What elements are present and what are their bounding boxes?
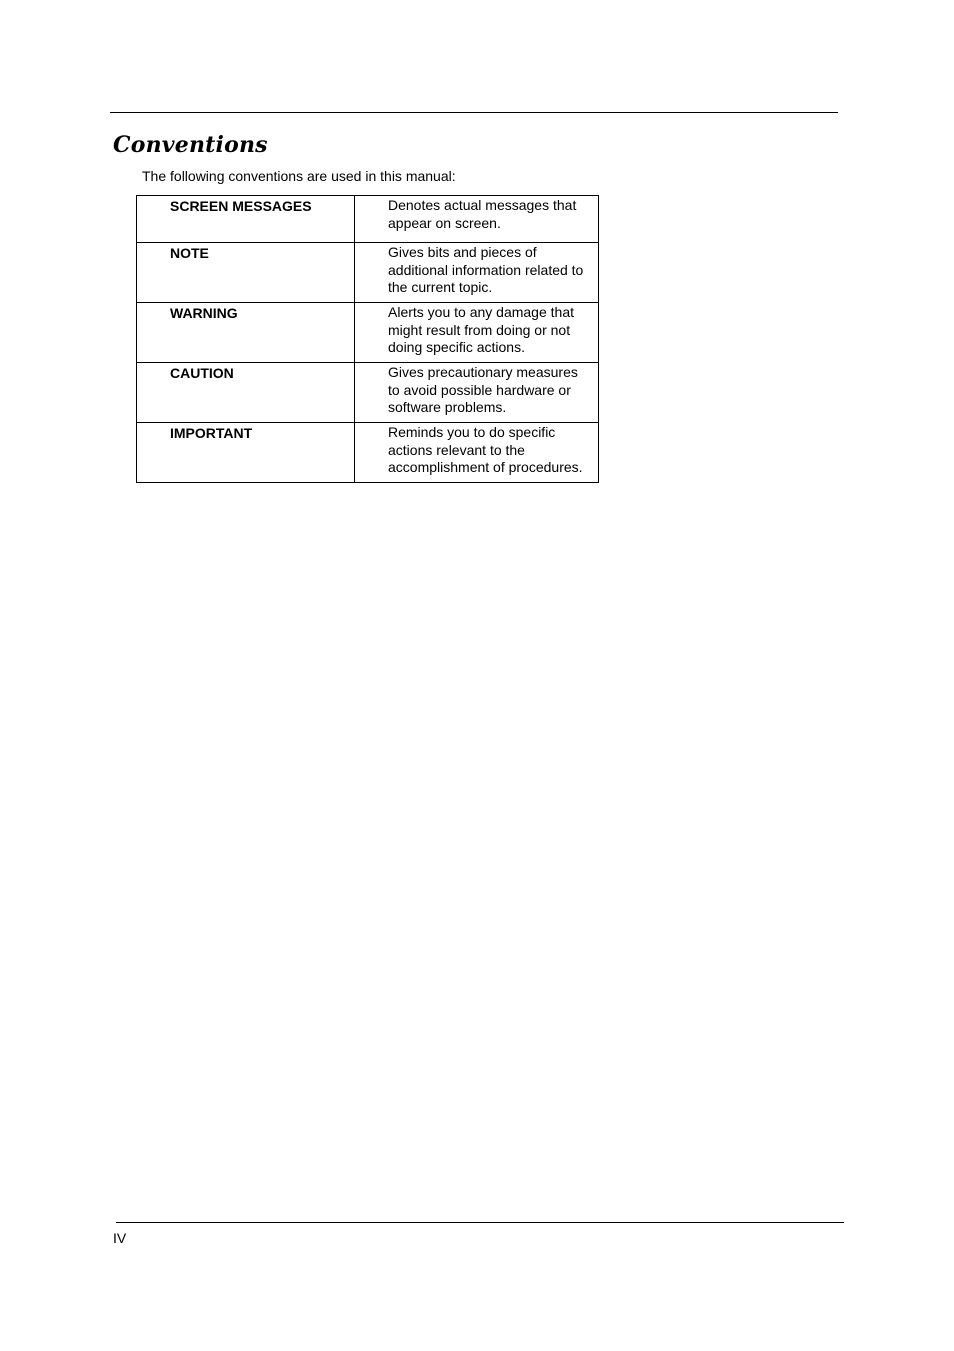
table-row <box>137 243 599 303</box>
convention-description: Reminds you to do specific actions relevant to the accomplishment of procedures. <box>355 423 599 483</box>
convention-description: Denotes actual messages that appear on screen. <box>355 196 599 243</box>
convention-description: Gives bits and pieces of additional information related to the current topic. <box>355 243 599 303</box>
convention-term: SCREEN MESSAGES <box>137 196 355 243</box>
table-row <box>137 423 599 483</box>
convention-term: WARNING <box>137 303 355 363</box>
footer-rule <box>116 1222 844 1223</box>
convention-term: CAUTION <box>137 363 355 423</box>
convention-description: Gives precautionary measures to avoid possible hardware or software problems. <box>355 363 599 423</box>
convention-term: NOTE <box>137 243 355 303</box>
convention-description: Alerts you to any damage that might result from doing or not doing specific actions. <box>355 303 599 363</box>
page-number: IV <box>113 1230 127 1246</box>
conventions-table <box>136 195 599 483</box>
table-row <box>137 196 599 243</box>
table-row <box>137 363 599 423</box>
header-rule <box>110 112 838 113</box>
table-row <box>137 303 599 363</box>
page-title: Conventions <box>113 132 268 158</box>
convention-term: IMPORTANT <box>137 423 355 483</box>
intro-text: The following conventions are used in this manual: <box>142 168 456 184</box>
